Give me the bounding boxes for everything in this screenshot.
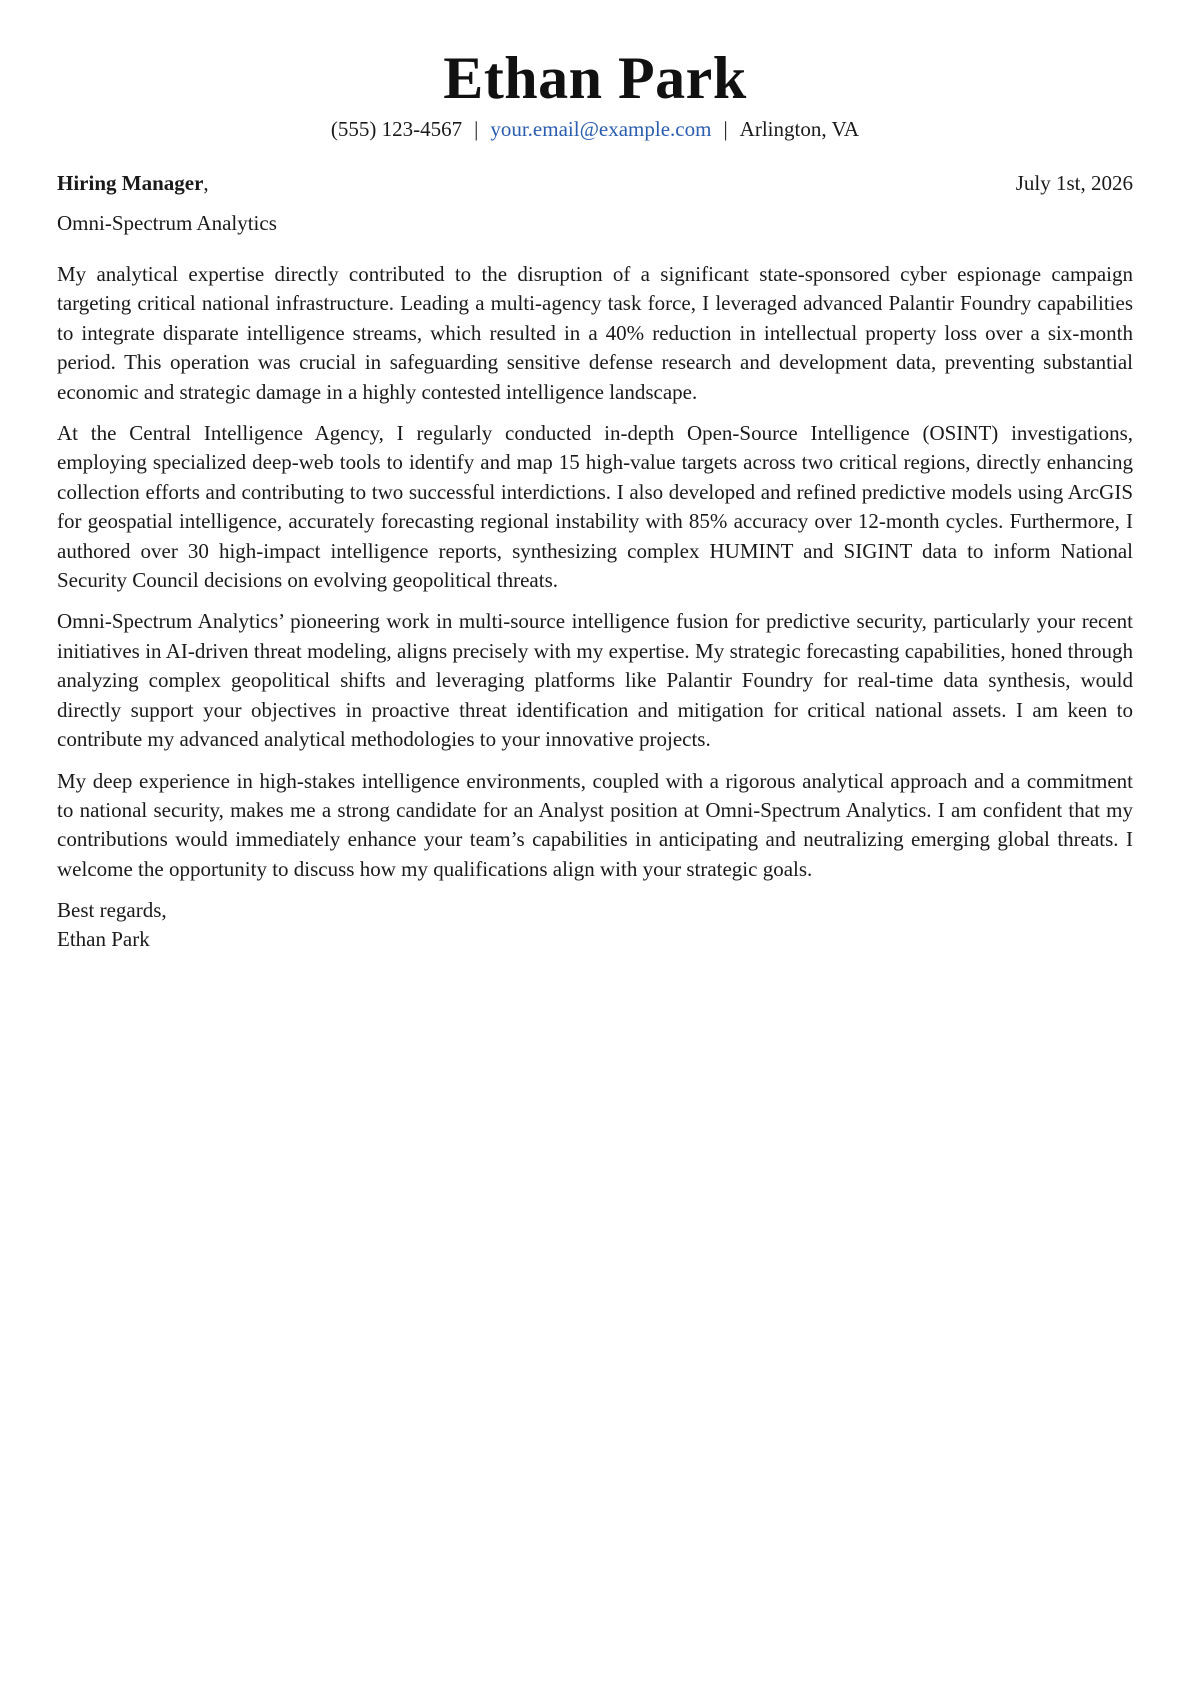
- letter-closing: [57, 896, 1133, 954]
- closing-salutation: Best regards,: [57, 898, 167, 923]
- contact-separator: |: [474, 117, 479, 141]
- body-paragraph: My analytical expertise directly contributed to the disruption of a significant state-sponsored cyber espionage campaign targeting critical national infrastructure. Leading a multi-agency task force, I leveraged advanced Palantir Foundry capabilities to integrate disparate intelligence streams, which resulted in a 40% reduction in intellectual property loss over a six-month period. This operation was crucial in safeguarding sensitive defense research and development data, preventing substantial economic and strategic damage in a highly contested intelligence landscape.: [57, 262, 1133, 404]
- cover-letter-page: [57, 0, 1133, 954]
- recipient-title-comma: ,: [203, 171, 209, 195]
- letter-body: [57, 260, 1133, 884]
- contact-line: [57, 116, 1133, 142]
- body-paragraph: Omni-Spectrum Analytics’ pioneering work in multi-source intelligence fusion for predictive security, particularly your recent initiatives in AI-driven threat modeling, aligns precisely with my expertise. My strategic forecasting capabilities, honed through analyzing complex geopolitical shifts and leveraging platforms like Palantir Foundry for real-time data synthesis, would directly support your objectives in proactive threat identification and mitigation for critical national assets. I am keen to contribute my advanced analytical methodologies to your innovative projects.: [57, 609, 1133, 752]
- letter-date: July 1st, 2026: [1015, 171, 1133, 195]
- location: Arlington, VA: [739, 117, 860, 141]
- contact-separator: |: [723, 117, 728, 141]
- recipient-company: Omni-Spectrum Analytics: [57, 211, 277, 235]
- applicant-name: Ethan Park: [443, 45, 747, 111]
- recipient-greeting: [57, 170, 209, 196]
- email-link[interactable]: your.email@example.com: [490, 117, 712, 141]
- phone-number: (555) 123-4567: [330, 117, 463, 141]
- recipient-title: Hiring Manager: [57, 171, 204, 195]
- body-paragraph: At the Central Intelligence Agency, I regularly conducted in-depth Open-Source Intelligence (OSINT) investigations, employing specialized deep-web tools to identify and map 15 high-value targets across two critical regions, directly enhancing collection efforts and contributing to two successful interdictions. I also developed and refined predictive models using ArcGIS for geospatial intelligence, accurately forecasting regional instability with 85% accuracy over 12-month cycles. Furthermore, I authored over 30 high-impact intelligence reports, synthesizing complex HUMINT and SIGINT data to inform National Security Council decisions on evolving geopolitical threats.: [57, 421, 1133, 593]
- body-paragraph: My deep experience in high-stakes intelligence environments, coupled with a rigorous analytical approach and a commitment to national security, makes me a strong candidate for an Analyst position at Omni-Spectrum Analytics. I am confident that my contributions would immediately enhance your team’s capabilities in anticipating and neutralizing emerging global threats. I welcome the opportunity to discuss how my qualifications align with your strategic goals.: [57, 768, 1133, 881]
- recipient-row: [57, 170, 1133, 196]
- closing-signature: Ethan Park: [57, 927, 150, 952]
